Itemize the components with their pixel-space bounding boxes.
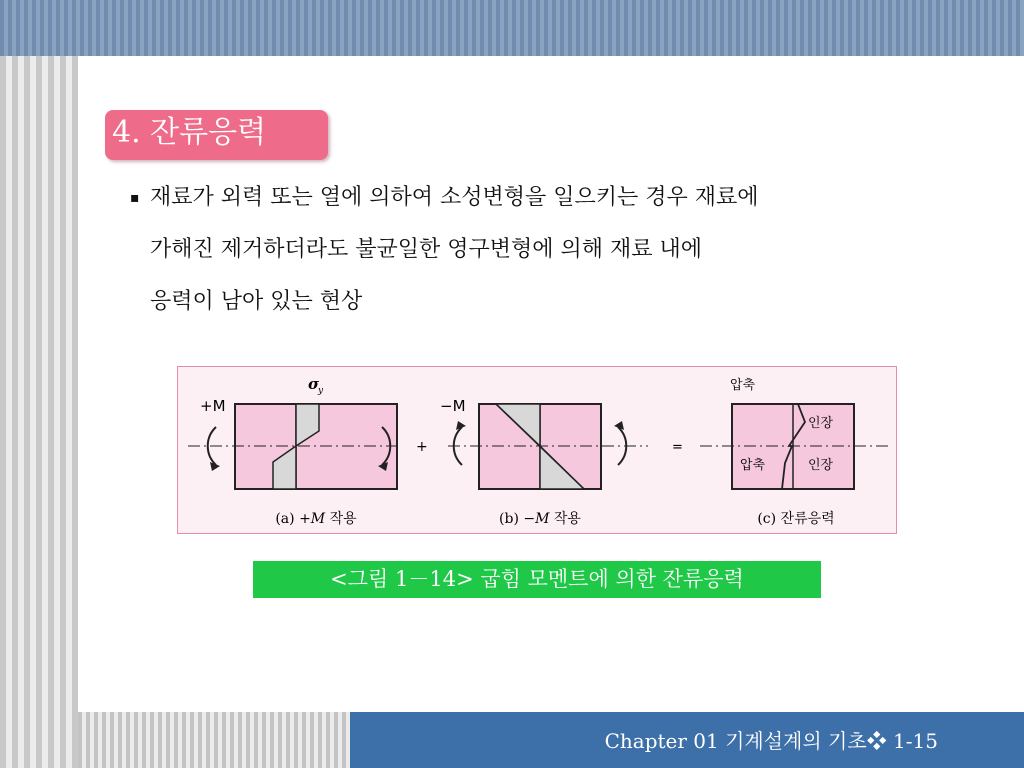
panel-b-caption: (b) −M 작용: [499, 511, 581, 527]
body-line-1: [130, 172, 970, 224]
section-title: 4. 잔류응력: [105, 110, 328, 160]
top-decorative-band: [0, 0, 1024, 56]
figure-diagram: [178, 367, 898, 535]
bullet-icon: ▪: [130, 190, 140, 206]
body-line-2: 가해진 제거하더라도 불균일한 영구변형에 의해 재료 내에: [150, 237, 703, 262]
panel-a-sigma-subscript: y: [318, 386, 324, 396]
footer-chapter-page: Chapter 01 기계설계의 기초❖ 1-15: [604, 729, 938, 753]
panel-c: [700, 377, 890, 527]
panel-c-lower-left-label: 압축: [740, 458, 766, 473]
figure-caption: <그림 1－14> 굽힘 모멘트에 의한 잔류응력: [253, 561, 821, 598]
body-line-1-text: 재료가 외력 또는 열에 의하여 소성변형을 일으키는 경우 재료에: [150, 185, 759, 210]
body-paragraph: [130, 172, 970, 328]
footer-stripe: [78, 712, 350, 768]
panel-c-caption: (c) 잔류응력: [757, 511, 835, 527]
left-decorative-band: [0, 56, 78, 768]
panel-b: [440, 397, 648, 527]
body-line-3: 응력이 남아 있는 현상: [150, 289, 363, 314]
panel-a-caption: (a) +M 작용: [275, 511, 357, 527]
operator-plus: +: [416, 439, 428, 455]
panel-a: [188, 375, 400, 527]
residual-stress-figure: [177, 366, 897, 534]
operator-equals: =: [672, 440, 683, 455]
panel-b-moment-label: −M: [440, 397, 466, 415]
panel-a-sigma-label: σ: [308, 375, 320, 393]
panel-c-upper-right-label: 인장: [808, 416, 834, 431]
panel-c-lower-right-label: 인장: [808, 458, 834, 473]
panel-c-top-label: 압축: [730, 378, 756, 393]
panel-a-moment-label: +M: [200, 397, 226, 415]
